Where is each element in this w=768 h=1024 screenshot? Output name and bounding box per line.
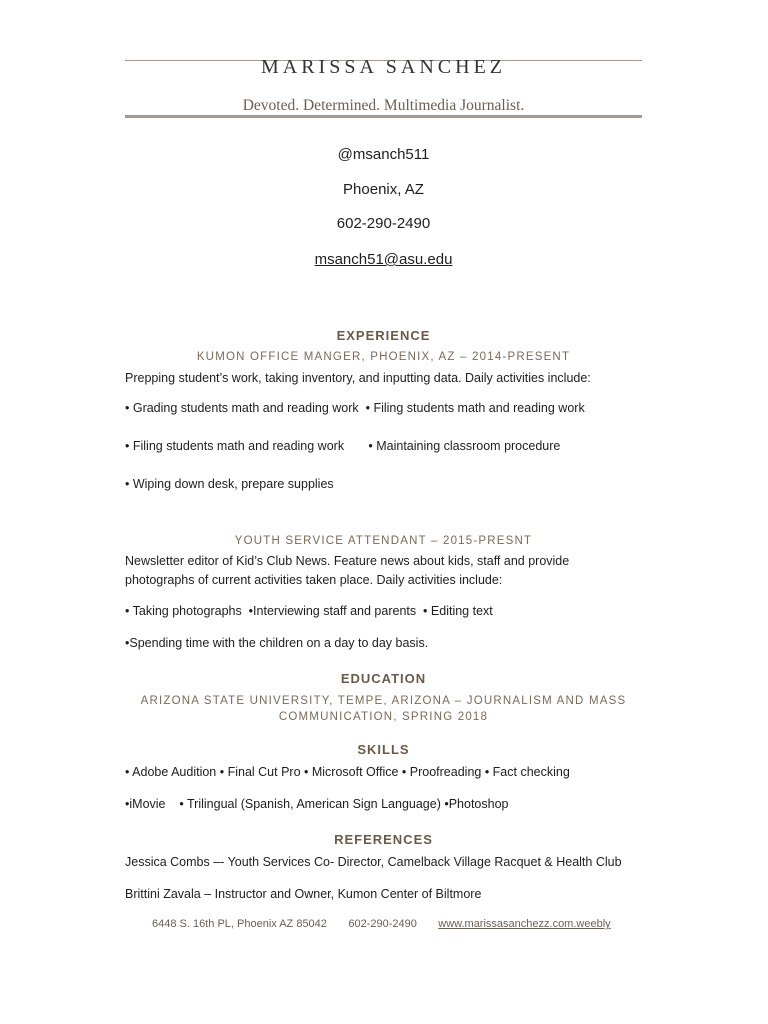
- skills-line-2: •iMovie • Trilingual (Spanish, American Sign Language) •Photoshop: [125, 797, 509, 811]
- job-title-kumon: KUMON OFFICE MANGER, PHOENIX, AZ – 2014-PRESENT: [196, 351, 571, 363]
- job-bullets-youth-line-1: • Taking photographs •Interviewing staff and parents • Editing text: [125, 604, 493, 618]
- references-heading: REFERENCES: [334, 832, 433, 847]
- header-bottom-rule: [125, 115, 642, 118]
- tagline: Devoted. Determined. Multimedia Journalist.: [242, 97, 525, 114]
- social-handle: @msanch511: [337, 146, 430, 163]
- job-description-youth-service: Newsletter editor of Kid’s Club News. Feature news about kids, staff and provide photographs of current activities taken place. Daily activities include:: [125, 554, 570, 587]
- footer: [152, 918, 611, 930]
- education-heading: EDUCATION: [340, 671, 427, 686]
- footer-website-link[interactable]: www.marissasanchezz.com.weebly: [438, 918, 611, 930]
- job-bullets-kumon-line-3: • Wiping down desk, prepare supplies: [125, 477, 334, 491]
- phone-number: 602-290-2490: [336, 215, 431, 232]
- education-entry: ARIZONA STATE UNIVERSITY, TEMPE, ARIZONA – JOURNALISM AND MASS COMMUNICATION, SPRING 2018: [140, 695, 627, 723]
- reference-line-2: Brittini Zavala – Instructor and Owner, Kumon Center of Biltmore: [125, 887, 482, 901]
- location: Phoenix, AZ: [343, 181, 424, 198]
- job-title-youth-service: YOUTH SERVICE ATTENDANT – 2015-PRESNT: [234, 535, 533, 547]
- experience-heading: EXPERIENCE: [336, 328, 431, 343]
- job-bullets-youth-line-2: •Spending time with the children on a day to day basis.: [125, 636, 429, 650]
- footer-address: 6448 S. 16th PL, Phoenix AZ 85042: [152, 918, 327, 930]
- job-description-kumon: Prepping student’s work, taking inventory, and inputting data. Daily activities include:: [125, 371, 591, 385]
- reference-line-1: Jessica Combs –- Youth Services Co- Director, Camelback Village Racquet & Health Club: [125, 855, 622, 869]
- job-bullets-kumon-line-1: • Grading students math and reading work • Filing students math and reading work: [125, 401, 585, 415]
- skills-heading: SKILLS: [357, 742, 410, 757]
- email-link[interactable]: msanch51@asu.edu: [314, 251, 453, 268]
- applicant-name: MARISSA SANCHEZ: [260, 56, 507, 78]
- job-bullets-kumon-line-2: • Filing students math and reading work • Maintaining classroom procedure: [125, 439, 561, 453]
- footer-phone: 602-290-2490: [348, 918, 417, 930]
- skills-line-1: • Adobe Audition • Final Cut Pro • Microsoft Office • Proofreading • Fact checking: [125, 765, 570, 779]
